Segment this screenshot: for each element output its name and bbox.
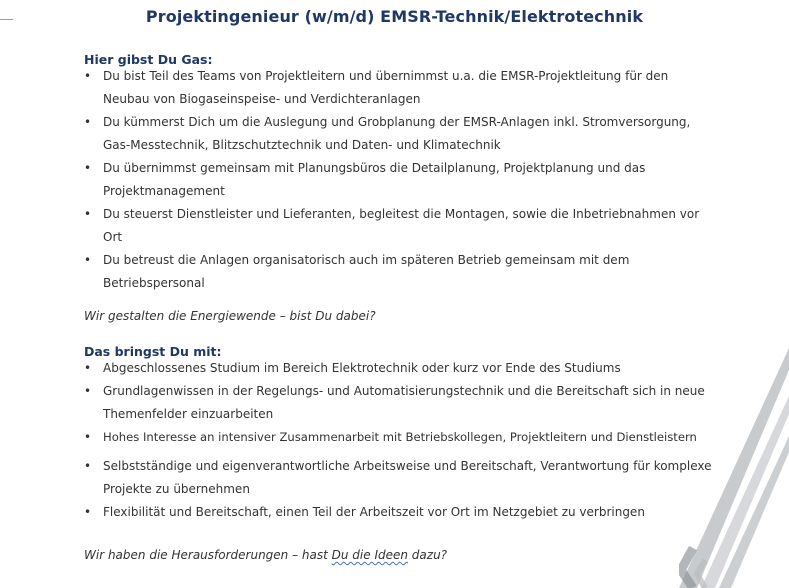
bullet-icon: • bbox=[84, 361, 92, 375]
bullet-icon: • bbox=[84, 459, 92, 473]
bullet-icon: • bbox=[84, 115, 92, 129]
decorative-stripes-graphic bbox=[679, 348, 789, 588]
list-item: • Abgeschlossenes Studium im Bereich Elektrotechnik oder kurz vor Ende des Studiums bbox=[84, 357, 744, 380]
list-item: • Du kümmerst Dich um die Auslegung und Grobplanung der EMSR-Anlagen inkl. Stromversorgung, Gas-Messtechnik, Blitzschutztechnik und Daten- und Klimatechnik bbox=[84, 111, 724, 157]
list-item: • Du bist Teil des Teams von Projektleitern und übernimmst u.a. die EMSR-Projektleitung für den Neubau von Biogaseinspeise- und Verdichteranlagen bbox=[84, 65, 724, 111]
tagline-energy: Wir gestalten die Energiewende – bist Du dabei? bbox=[84, 309, 376, 323]
list-item: • Du übernimmst gemeinsam mit Planungsbüros die Detailplanung, Projektplanung und das Projektmanagement bbox=[84, 157, 724, 203]
section-heading-tasks: Hier gibst Du Gas: bbox=[84, 52, 213, 67]
bullet-icon: • bbox=[84, 69, 92, 83]
list-item: • Du betreust die Anlagen organisatorisch auch im späteren Betrieb gemeinsam mit dem Betriebspersonal bbox=[84, 249, 724, 295]
list-item: • Hohes Interesse an intensiver Zusammenarbeit mit Betriebskollegen, Projektleitern und Dienstleistern bbox=[84, 426, 744, 449]
tagline-ideas: Wir haben die Herausforderungen – hast Du die Ideen dazu? bbox=[84, 548, 448, 562]
bullet-icon: • bbox=[84, 505, 92, 519]
bullet-icon: • bbox=[84, 253, 92, 267]
job-title: Projektingenieur (w/m/d) EMSR-Technik/Elektrotechnik bbox=[145, 7, 644, 26]
requirements-list bbox=[84, 357, 744, 524]
bullet-icon: • bbox=[84, 161, 92, 175]
list-item: • Du steuerst Dienstleister und Lieferanten, begleitest die Montagen, sowie die Inbetriebnahmen vor Ort bbox=[84, 203, 724, 249]
list-item: • Selbstständige und eigenverantwortliche Arbeitsweise und Bereitschaft, Verantwortung für komplexe Projekte zu übernehmen bbox=[84, 455, 744, 501]
list-item: • Grundlagenwissen in der Regelungs- und Automatisierungstechnik und die Bereitschaft sich in neue Themenfelder einzuarbeiten bbox=[84, 380, 744, 426]
bullet-icon: • bbox=[84, 207, 92, 221]
spellcheck-underlined-text[interactable]: Du die Ideen bbox=[331, 548, 408, 562]
list-item: • Flexibilität und Bereitschaft, einen Teil der Arbeitszeit vor Ort im Netzgebiet zu verbringen bbox=[84, 501, 744, 524]
bullet-icon: • bbox=[84, 384, 92, 398]
section-heading-requirements: Das bringst Du mit: bbox=[84, 344, 222, 359]
task-list bbox=[84, 65, 724, 295]
bullet-icon: • bbox=[84, 430, 92, 444]
